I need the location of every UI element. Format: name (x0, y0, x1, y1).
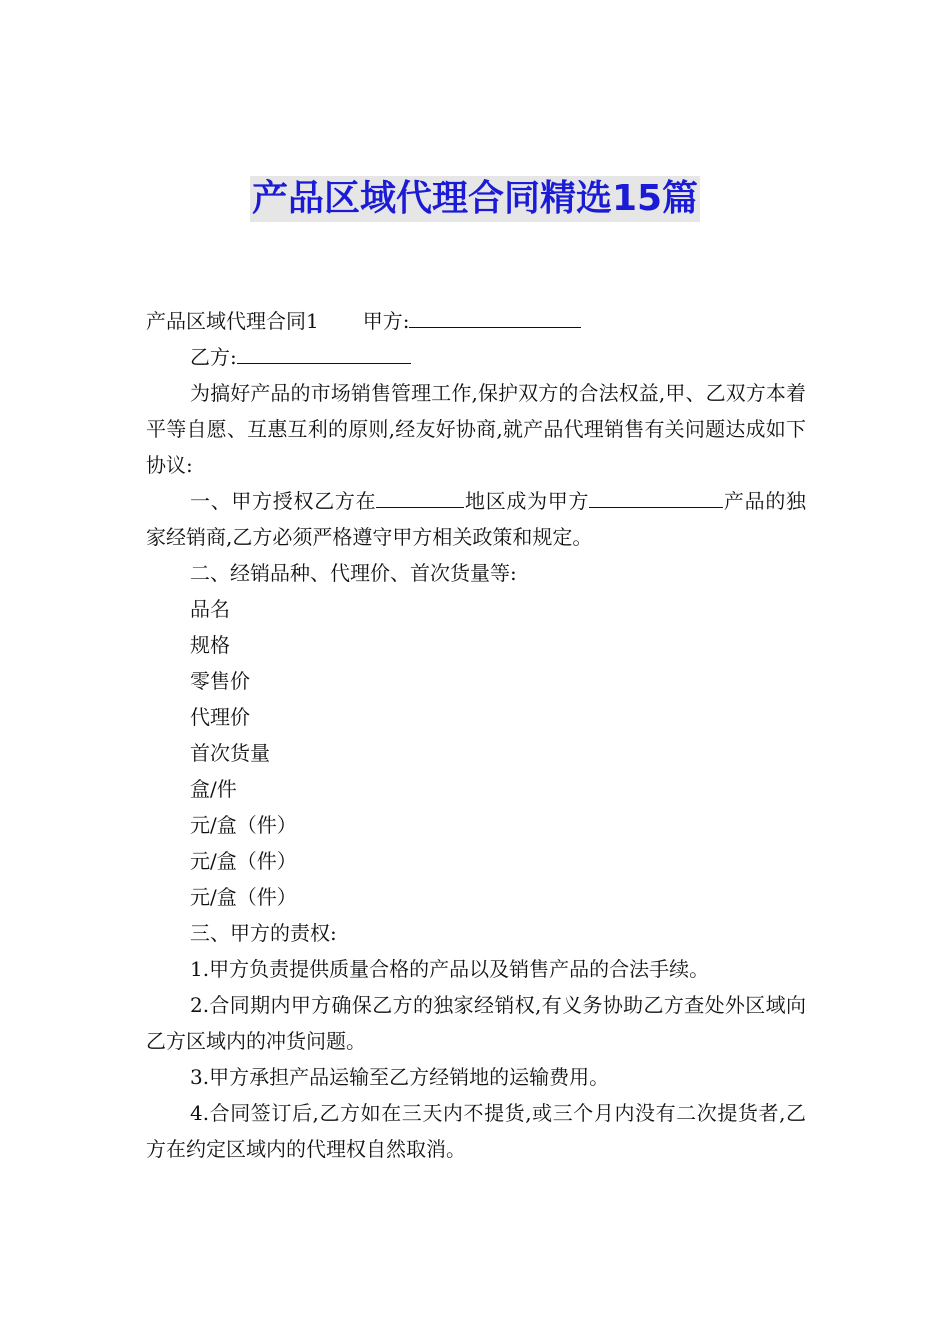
item-line: 规格 (190, 633, 230, 657)
party-a-blank (409, 305, 581, 328)
contract-heading: 产品区域代理合同1 (146, 309, 319, 333)
item-line: 盒/件 (190, 777, 237, 801)
item-line: 元/盒（件） (190, 885, 297, 909)
duty-paragraph: 3.甲方承担产品运输至乙方经销地的运输费用。 (190, 1065, 610, 1089)
party-b-label: 乙方: (190, 345, 237, 369)
document-body (146, 303, 806, 1167)
party-b-line (146, 339, 806, 375)
clause-1-part-b: 地区成为甲方 (464, 489, 590, 513)
item-line: 元/盒（件） (190, 849, 297, 873)
duty-paragraph: 2.合同期内甲方确保乙方的独家经销权,有义务协助乙方查处外区域向乙方区域内的冲货问题。 (146, 993, 806, 1053)
region-blank (376, 485, 464, 508)
product-blank (589, 485, 723, 508)
item-line: 首次货量 (190, 741, 270, 765)
duty-paragraph: 1.甲方负责提供质量合格的产品以及销售产品的合法手续。 (190, 957, 710, 981)
party-b-blank (237, 341, 411, 364)
item-line: 零售价 (190, 669, 250, 693)
clause-3-heading: 三、甲方的责权: (190, 921, 337, 945)
intro-paragraph: 为搞好产品的市场销售管理工作,保护双方的合法权益,甲、乙双方本着平等自愿、互惠互利的原则,经友好协商,就产品代理销售有关问题达成如下协议: (146, 381, 806, 477)
item-line: 代理价 (190, 705, 250, 729)
clause-1-part-a: 一、甲方授权乙方在 (190, 489, 377, 513)
contract-heading-line (146, 303, 806, 339)
document-title (0, 176, 950, 222)
document-title-text: 产品区域代理合同精选15篇 (250, 176, 700, 222)
clause-1-part-c: 产品的独家经销商,乙方必须严格遵守甲方相关政策和规定。 (146, 489, 807, 549)
item-line: 品名 (190, 597, 230, 621)
clause-1-paragraph (146, 483, 806, 555)
item-line: 元/盒（件） (190, 813, 297, 837)
duty-paragraph: 4.合同签订后,乙方如在三天内不提货,或三个月内没有二次提货者,乙方在约定区域内的代理权自然取消。 (146, 1101, 806, 1161)
party-a-label: 甲方: (362, 309, 410, 333)
clause-2-heading: 二、经销品种、代理价、首次货量等: (190, 561, 517, 585)
